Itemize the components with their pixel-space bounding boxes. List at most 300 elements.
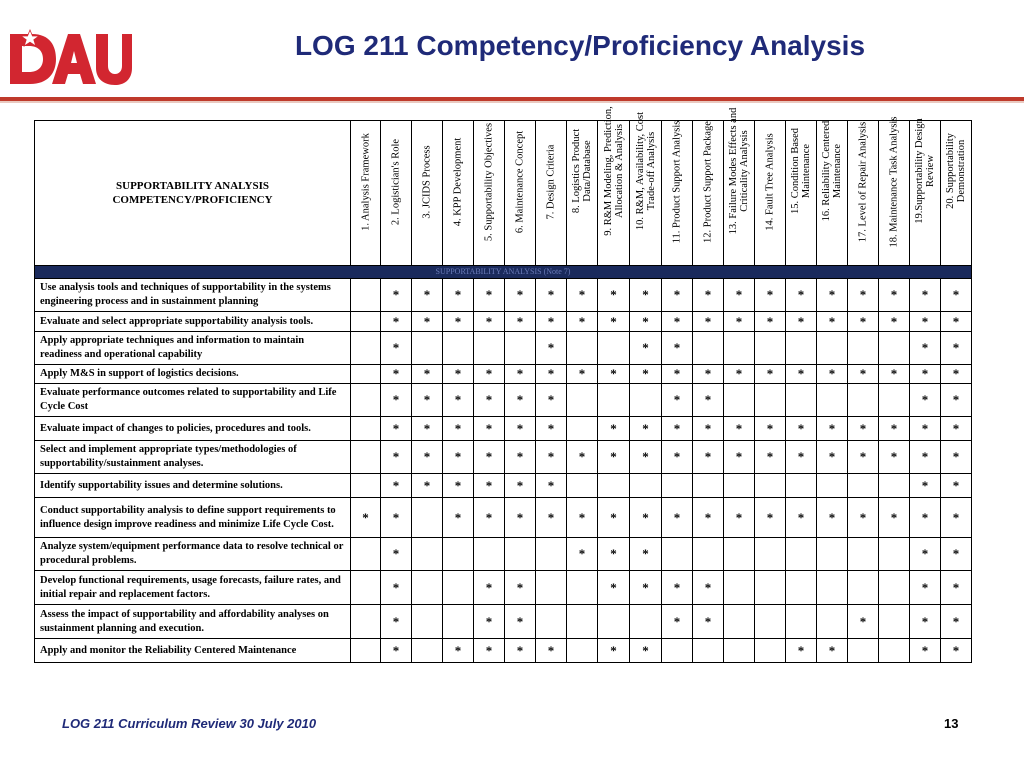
column-header-label: 13. Failure Modes Effects and Criticality Analysis	[728, 107, 750, 235]
competency-description: Apply appropriate techniques and information to maintain readiness and operational capability	[35, 332, 351, 365]
proficiency-mark: *	[536, 417, 567, 441]
proficiency-mark: *	[598, 538, 630, 571]
proficiency-mark: *	[598, 279, 630, 312]
proficiency-mark	[662, 639, 693, 663]
proficiency-mark: *	[910, 441, 941, 474]
competency-description: Analyze system/equipment performance data to resolve technical or procedural problems.	[35, 538, 351, 571]
proficiency-mark: *	[443, 474, 474, 498]
proficiency-mark: *	[381, 384, 412, 417]
proficiency-mark: *	[879, 441, 910, 474]
proficiency-mark: *	[910, 417, 941, 441]
proficiency-mark: *	[412, 279, 443, 312]
proficiency-mark: *	[817, 639, 848, 663]
proficiency-mark: *	[848, 441, 879, 474]
proficiency-mark	[755, 605, 786, 639]
competency-description: Select and implement appropriate types/methodologies of supportability/sustainment analyses.	[35, 441, 351, 474]
proficiency-mark: *	[412, 365, 443, 384]
proficiency-mark	[536, 571, 567, 605]
proficiency-mark	[848, 384, 879, 417]
column-header-13	[724, 107, 755, 266]
proficiency-mark: *	[786, 441, 817, 474]
proficiency-mark: *	[536, 639, 567, 663]
proficiency-mark: *	[755, 498, 786, 538]
column-header-label: 10. R&M, Availability, Cost Trade-off Analysis	[634, 111, 657, 231]
proficiency-mark	[567, 332, 598, 365]
proficiency-mark	[351, 279, 381, 312]
proficiency-mark: *	[630, 332, 662, 365]
proficiency-mark	[755, 384, 786, 417]
column-header-label: 15. Condition Based Maintenance	[790, 127, 812, 215]
column-header-18	[879, 116, 910, 266]
proficiency-mark: *	[755, 365, 786, 384]
proficiency-mark: *	[662, 279, 693, 312]
corner-line-1: SUPPORTABILITY ANALYSIS	[116, 180, 269, 192]
proficiency-mark	[536, 538, 567, 571]
proficiency-mark	[443, 571, 474, 605]
proficiency-mark: *	[630, 571, 662, 605]
column-header-label: 2. Logistician's Role	[390, 138, 402, 226]
proficiency-mark	[848, 538, 879, 571]
dau-logo	[8, 26, 132, 88]
proficiency-mark: *	[598, 498, 630, 538]
proficiency-mark	[693, 538, 724, 571]
proficiency-mark: *	[567, 312, 598, 332]
proficiency-mark: *	[941, 538, 972, 571]
proficiency-mark: *	[662, 571, 693, 605]
table-row	[35, 474, 972, 498]
corner-line-2: COMPETENCY/PROFICIENCY	[112, 194, 273, 206]
proficiency-mark	[817, 474, 848, 498]
proficiency-mark	[598, 332, 630, 365]
column-header-15	[786, 121, 817, 266]
proficiency-mark: *	[443, 384, 474, 417]
competency-description: Evaluate impact of changes to policies, procedures and tools.	[35, 417, 351, 441]
proficiency-mark	[693, 474, 724, 498]
proficiency-mark: *	[786, 279, 817, 312]
proficiency-mark: *	[505, 474, 536, 498]
proficiency-mark: *	[443, 312, 474, 332]
proficiency-mark	[879, 605, 910, 639]
proficiency-mark	[848, 332, 879, 365]
proficiency-mark: *	[474, 605, 505, 639]
proficiency-mark	[724, 474, 755, 498]
proficiency-mark: *	[630, 441, 662, 474]
proficiency-mark: *	[786, 417, 817, 441]
proficiency-mark: *	[662, 498, 693, 538]
table-row	[35, 571, 972, 605]
page-number: 13	[944, 716, 959, 731]
proficiency-mark: *	[910, 605, 941, 639]
column-header-10	[630, 111, 662, 266]
proficiency-mark	[724, 384, 755, 417]
proficiency-mark: *	[381, 571, 412, 605]
proficiency-mark: *	[848, 417, 879, 441]
proficiency-mark: *	[941, 571, 972, 605]
proficiency-mark: *	[474, 474, 505, 498]
proficiency-mark	[412, 332, 443, 365]
proficiency-mark: *	[941, 332, 972, 365]
proficiency-mark	[817, 605, 848, 639]
proficiency-mark	[879, 639, 910, 663]
proficiency-mark: *	[443, 417, 474, 441]
proficiency-mark: *	[662, 417, 693, 441]
proficiency-mark: *	[786, 365, 817, 384]
proficiency-mark: *	[693, 417, 724, 441]
proficiency-mark: *	[879, 417, 910, 441]
column-header-12	[693, 121, 724, 266]
proficiency-mark: *	[505, 639, 536, 663]
proficiency-mark	[879, 384, 910, 417]
competency-description: Evaluate performance outcomes related to supportability and Life Cycle Cost	[35, 384, 351, 417]
proficiency-mark: *	[755, 441, 786, 474]
proficiency-mark: *	[879, 312, 910, 332]
column-header-label: 7. Design Criteria	[545, 144, 557, 220]
proficiency-mark	[351, 474, 381, 498]
proficiency-mark: *	[724, 279, 755, 312]
column-header-4	[443, 121, 474, 266]
page-title: LOG 211 Competency/Proficiency Analysis	[294, 30, 866, 61]
proficiency-mark	[786, 571, 817, 605]
proficiency-mark	[474, 538, 505, 571]
table-row	[35, 312, 972, 332]
proficiency-mark: *	[536, 384, 567, 417]
proficiency-mark	[755, 538, 786, 571]
proficiency-mark: *	[567, 538, 598, 571]
proficiency-mark	[412, 639, 443, 663]
proficiency-mark: *	[910, 332, 941, 365]
proficiency-mark: *	[755, 417, 786, 441]
proficiency-mark	[412, 571, 443, 605]
proficiency-mark: *	[474, 639, 505, 663]
proficiency-mark	[567, 605, 598, 639]
proficiency-mark	[567, 639, 598, 663]
proficiency-mark	[598, 384, 630, 417]
column-header-17	[848, 121, 879, 266]
proficiency-mark: *	[443, 365, 474, 384]
column-header-6	[505, 121, 536, 266]
column-header-label: 4. KPP Development	[452, 137, 464, 227]
competency-description: Develop functional requirements, usage forecasts, failure rates, and initial repair and replacement factors.	[35, 571, 351, 605]
proficiency-mark	[724, 639, 755, 663]
proficiency-mark: *	[443, 441, 474, 474]
proficiency-mark	[817, 332, 848, 365]
proficiency-mark: *	[567, 279, 598, 312]
competency-description: Apply and monitor the Reliability Centered Maintenance	[35, 639, 351, 663]
proficiency-mark: *	[941, 312, 972, 332]
proficiency-mark: *	[662, 365, 693, 384]
proficiency-mark: *	[817, 417, 848, 441]
proficiency-mark: *	[443, 639, 474, 663]
proficiency-mark: *	[848, 279, 879, 312]
proficiency-mark: *	[474, 571, 505, 605]
table-row	[35, 538, 972, 571]
column-header-19	[910, 118, 941, 266]
column-header-2	[381, 121, 412, 266]
proficiency-mark	[351, 384, 381, 417]
proficiency-mark: *	[693, 312, 724, 332]
proficiency-mark	[755, 639, 786, 663]
proficiency-mark	[848, 571, 879, 605]
column-header-7	[536, 121, 567, 266]
proficiency-mark: *	[536, 441, 567, 474]
proficiency-mark: *	[941, 279, 972, 312]
proficiency-mark: *	[598, 417, 630, 441]
proficiency-mark: *	[505, 498, 536, 538]
proficiency-mark: *	[786, 639, 817, 663]
proficiency-mark: *	[693, 384, 724, 417]
proficiency-mark	[351, 365, 381, 384]
proficiency-mark: *	[381, 279, 412, 312]
proficiency-mark: *	[910, 474, 941, 498]
proficiency-mark: *	[662, 605, 693, 639]
proficiency-mark: *	[817, 365, 848, 384]
proficiency-mark	[786, 332, 817, 365]
proficiency-mark: *	[381, 639, 412, 663]
proficiency-mark: *	[693, 498, 724, 538]
column-header-label: 1. Analysis Framework	[360, 133, 371, 231]
proficiency-mark: *	[505, 605, 536, 639]
proficiency-mark: *	[724, 312, 755, 332]
proficiency-mark: *	[879, 279, 910, 312]
proficiency-mark: *	[630, 312, 662, 332]
proficiency-mark	[412, 538, 443, 571]
column-header-label: 20. Supportability Demonstration	[945, 133, 967, 209]
proficiency-mark	[351, 312, 381, 332]
proficiency-mark: *	[474, 417, 505, 441]
proficiency-mark	[724, 332, 755, 365]
proficiency-mark	[567, 571, 598, 605]
proficiency-mark: *	[755, 279, 786, 312]
column-header-14	[755, 121, 786, 266]
proficiency-mark	[412, 498, 443, 538]
column-header-label: 12. Product Support Package	[702, 121, 714, 243]
title-rule-shadow	[0, 101, 1024, 103]
proficiency-mark: *	[910, 639, 941, 663]
competency-description: Evaluate and select appropriate supportability analysis tools.	[35, 312, 351, 332]
proficiency-mark: *	[879, 365, 910, 384]
proficiency-mark	[693, 332, 724, 365]
proficiency-mark: *	[474, 279, 505, 312]
proficiency-mark: *	[567, 441, 598, 474]
proficiency-mark	[443, 538, 474, 571]
proficiency-mark	[848, 639, 879, 663]
competency-description: Use analysis tools and techniques of supportability in the systems engineering process and in sustainment planning	[35, 279, 351, 312]
proficiency-mark	[755, 332, 786, 365]
proficiency-mark: *	[505, 279, 536, 312]
column-header-label: 3. JCIDS Process	[421, 145, 433, 219]
proficiency-mark	[786, 384, 817, 417]
proficiency-mark: *	[536, 365, 567, 384]
proficiency-mark	[351, 639, 381, 663]
proficiency-mark: *	[443, 279, 474, 312]
table-row	[35, 498, 972, 538]
proficiency-mark	[662, 538, 693, 571]
proficiency-mark: *	[536, 332, 567, 365]
proficiency-mark: *	[412, 417, 443, 441]
proficiency-mark	[598, 605, 630, 639]
proficiency-mark	[724, 605, 755, 639]
proficiency-mark: *	[412, 441, 443, 474]
logo-letter-a	[52, 34, 96, 84]
proficiency-mark: *	[662, 384, 693, 417]
proficiency-mark	[443, 332, 474, 365]
proficiency-mark: *	[724, 498, 755, 538]
column-header-label: 6. Maintenance Concept	[514, 130, 526, 234]
table-row	[35, 417, 972, 441]
proficiency-mark: *	[567, 498, 598, 538]
table-row	[35, 365, 972, 384]
proficiency-mark	[351, 605, 381, 639]
proficiency-mark	[630, 384, 662, 417]
proficiency-mark	[786, 474, 817, 498]
competency-matrix	[34, 106, 972, 663]
proficiency-mark: *	[724, 365, 755, 384]
proficiency-mark	[848, 474, 879, 498]
proficiency-mark: *	[351, 498, 381, 538]
proficiency-mark: *	[381, 474, 412, 498]
proficiency-mark: *	[505, 417, 536, 441]
section-band-row	[35, 266, 972, 279]
column-header-label: 8. Logistics Product Data/Database	[571, 128, 593, 214]
column-header-label: 19.Supportability Design Review	[914, 118, 936, 224]
proficiency-mark: *	[505, 441, 536, 474]
column-header-8	[567, 121, 598, 266]
proficiency-mark: *	[598, 441, 630, 474]
proficiency-mark: *	[505, 571, 536, 605]
proficiency-mark: *	[879, 498, 910, 538]
proficiency-mark: *	[941, 365, 972, 384]
table-row	[35, 639, 972, 663]
proficiency-mark: *	[630, 538, 662, 571]
proficiency-mark: *	[817, 498, 848, 538]
column-header-20	[941, 121, 972, 266]
proficiency-mark	[879, 474, 910, 498]
proficiency-mark	[505, 332, 536, 365]
proficiency-mark	[630, 474, 662, 498]
competency-description: Assess the impact of supportability and affordability analyses on sustainment planning and execution.	[35, 605, 351, 639]
column-header-row	[35, 121, 972, 266]
proficiency-mark: *	[693, 605, 724, 639]
proficiency-mark: *	[598, 639, 630, 663]
table-row	[35, 279, 972, 312]
proficiency-mark	[351, 571, 381, 605]
proficiency-mark: *	[474, 384, 505, 417]
proficiency-mark	[786, 538, 817, 571]
proficiency-mark: *	[536, 279, 567, 312]
table-row	[35, 605, 972, 639]
proficiency-mark	[755, 474, 786, 498]
proficiency-mark: *	[910, 571, 941, 605]
proficiency-mark	[724, 571, 755, 605]
proficiency-mark: *	[662, 332, 693, 365]
proficiency-mark: *	[941, 417, 972, 441]
table-row	[35, 384, 972, 417]
proficiency-mark	[662, 474, 693, 498]
proficiency-mark: *	[693, 571, 724, 605]
table-row	[35, 332, 972, 365]
proficiency-mark: *	[505, 365, 536, 384]
proficiency-mark: *	[910, 365, 941, 384]
column-header-label: 14. Fault Tree Analysis	[764, 133, 776, 231]
competency-description: Identify supportability issues and determine solutions.	[35, 474, 351, 498]
column-header-9	[598, 106, 630, 266]
proficiency-mark	[474, 332, 505, 365]
proficiency-mark	[879, 538, 910, 571]
proficiency-mark: *	[662, 441, 693, 474]
logo-letter-u	[96, 34, 132, 85]
proficiency-mark: *	[474, 441, 505, 474]
column-header-label: 17. Level of Repair Analysis	[857, 121, 869, 243]
proficiency-mark: *	[910, 312, 941, 332]
footer-text: LOG 211 Curriculum Review 30 July 2010	[62, 716, 317, 731]
proficiency-mark	[879, 332, 910, 365]
proficiency-mark: *	[910, 279, 941, 312]
proficiency-mark	[443, 605, 474, 639]
proficiency-mark	[567, 384, 598, 417]
proficiency-mark: *	[598, 312, 630, 332]
column-header-16	[817, 121, 848, 266]
proficiency-mark	[817, 384, 848, 417]
column-header-label: 5. Supportability Objectives	[483, 122, 495, 242]
proficiency-mark: *	[941, 639, 972, 663]
column-header-3	[412, 121, 443, 266]
proficiency-mark: *	[474, 365, 505, 384]
column-header-1	[351, 121, 381, 266]
proficiency-mark	[879, 571, 910, 605]
proficiency-mark: *	[505, 312, 536, 332]
proficiency-mark	[817, 538, 848, 571]
proficiency-mark: *	[755, 312, 786, 332]
proficiency-mark	[351, 441, 381, 474]
proficiency-mark: *	[598, 571, 630, 605]
proficiency-mark: *	[598, 365, 630, 384]
proficiency-mark: *	[381, 332, 412, 365]
proficiency-mark: *	[536, 312, 567, 332]
proficiency-mark: *	[817, 312, 848, 332]
proficiency-mark: *	[381, 441, 412, 474]
proficiency-mark: *	[724, 441, 755, 474]
proficiency-mark: *	[381, 365, 412, 384]
proficiency-mark: *	[910, 384, 941, 417]
proficiency-mark	[755, 571, 786, 605]
proficiency-mark: *	[567, 365, 598, 384]
proficiency-mark: *	[693, 279, 724, 312]
proficiency-mark	[567, 417, 598, 441]
competency-description: Conduct supportability analysis to define support requirements to influence design improve readiness and minimize Life Cycle Cost.	[35, 498, 351, 538]
proficiency-mark: *	[536, 498, 567, 538]
proficiency-mark: *	[786, 498, 817, 538]
proficiency-mark	[351, 538, 381, 571]
proficiency-mark: *	[381, 312, 412, 332]
proficiency-mark: *	[412, 312, 443, 332]
proficiency-mark: *	[381, 417, 412, 441]
proficiency-mark: *	[630, 498, 662, 538]
corner-header-cell	[35, 121, 351, 266]
proficiency-mark: *	[381, 605, 412, 639]
proficiency-mark: *	[630, 639, 662, 663]
proficiency-mark: *	[817, 441, 848, 474]
proficiency-mark	[598, 474, 630, 498]
proficiency-mark: *	[443, 498, 474, 538]
proficiency-mark	[786, 605, 817, 639]
proficiency-mark	[817, 571, 848, 605]
proficiency-mark: *	[817, 279, 848, 312]
column-header-label: 11. Product Support Analysis	[671, 120, 683, 244]
proficiency-mark	[351, 332, 381, 365]
column-header-5	[474, 121, 505, 266]
column-header-label: 16. Reliability Centered Maintenance	[821, 120, 843, 222]
proficiency-mark: *	[910, 498, 941, 538]
